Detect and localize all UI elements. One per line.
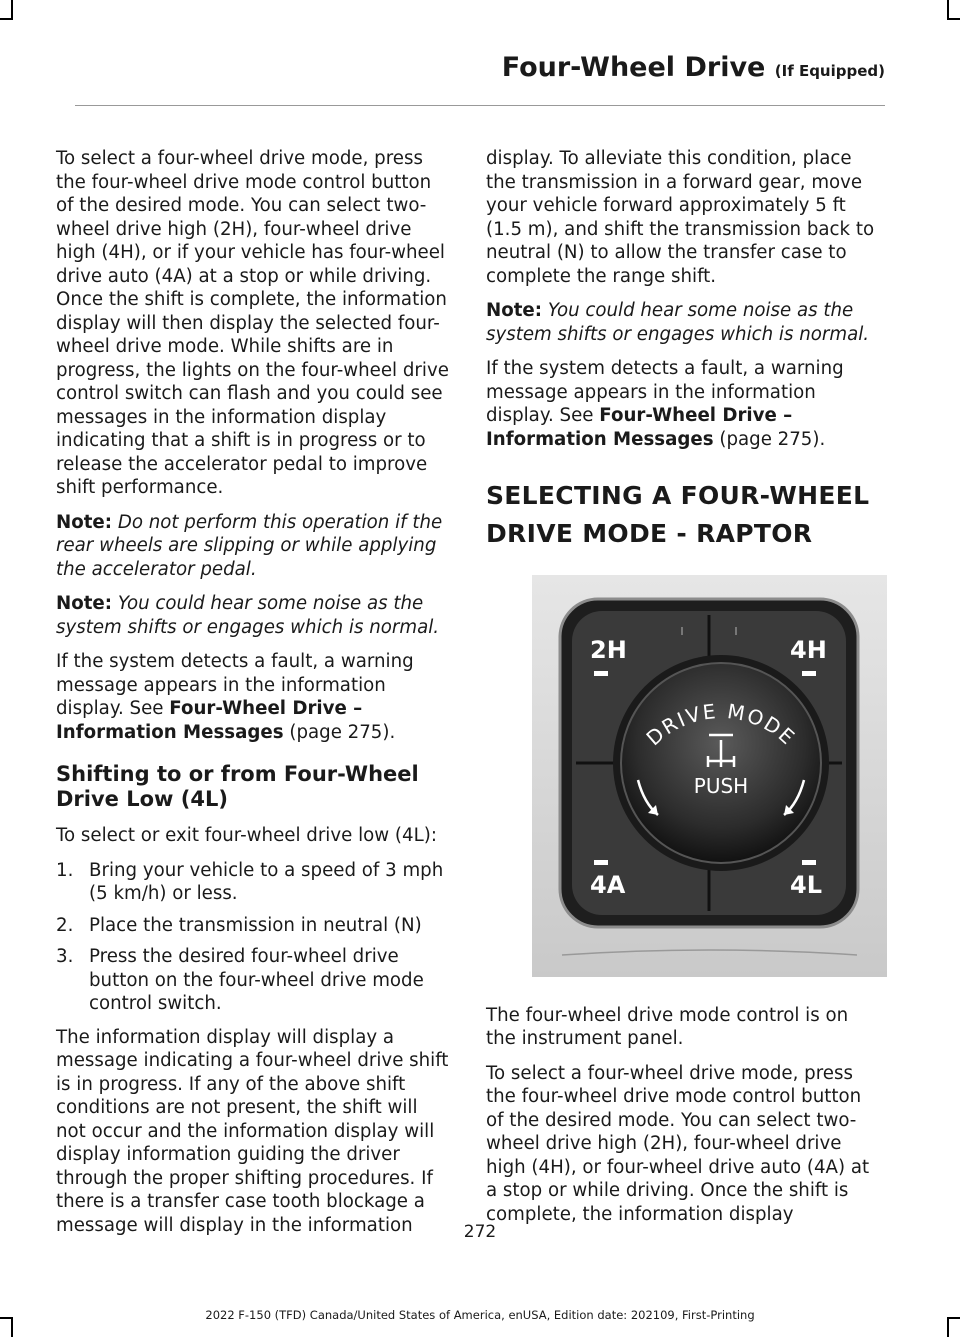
- header-title: Four-Wheel Drive: [501, 52, 766, 83]
- crop-mark: [947, 0, 949, 20]
- section-heading: SELECTING A FOUR-WHEEL DRIVE MODE - RAPTOR: [486, 481, 870, 548]
- paragraph: The four-wheel drive mode control is on the instrument panel.: [486, 1004, 849, 1049]
- step-number: 1.: [56, 859, 74, 881]
- crop-mark: [0, 18, 13, 20]
- list-item: [56, 945, 450, 1016]
- note-text: You could hear some noise as the system shifts or engages which is normal.: [486, 300, 870, 345]
- page-ref: (page 275).: [289, 721, 396, 743]
- paragraph: To select or exit four-wheel drive low (4L):: [56, 825, 437, 846]
- step-text: Place the transmission in neutral (N): [89, 914, 422, 936]
- page-footer: 2022 F-150 (TFD) Canada/United States of America, enUSA, Edition date: 202109, First-Printing: [205, 1308, 755, 1322]
- crop-mark: [947, 18, 960, 20]
- button-label-4a: 4A: [590, 871, 626, 899]
- button-label-4l: 4L: [790, 871, 822, 899]
- left-column: [56, 147, 450, 1248]
- right-column: [486, 147, 880, 1237]
- step-number: 2.: [56, 914, 74, 936]
- note-label: Note:: [56, 593, 113, 614]
- button-label-2h: 2H: [590, 636, 627, 664]
- paragraph: [486, 357, 880, 451]
- drive-mode-switch-figure: [532, 575, 887, 977]
- crop-mark: [11, 0, 13, 20]
- dial-label: DRIVE MODE: [641, 699, 801, 751]
- header-rule: [75, 105, 885, 106]
- section-heading: Shifting to or from Four-Wheel Drive Low (4L): [56, 762, 419, 811]
- paragraph: display. To alleviate this condition, place the transmission in a forward gear, move your vehicle forward approximately 5 ft (1.5 m), and shift the transmission back to neutral (N) to allow the transfer case to complete the range shift.: [486, 148, 875, 287]
- paragraph: To select a four-wheel drive mode, press the four-wheel drive mode control button of the desired mode. You can select two-wheel drive high (2H), four-wheel drive high (4H), or if your vehicle has four-wheel drive auto (4A) at a stop or while driving. Once the shift is complete, the information display will then display the selected four-wheel drive mode. While shifts are in progress, the lights on the four-wheel drive control switch can flash and you could see messages in the information display indicating that a shift is in progress or to release the accelerator pedal to improve shift performance.: [56, 148, 449, 498]
- note-text: Do not perform this operation if the rear wheels are slipping or while applying the accelerator pedal.: [56, 511, 443, 580]
- paragraph: To select a four-wheel drive mode, press the four-wheel drive mode control button of the desired mode. You can select two-wheel drive high (2H), four-wheel drive high (4H), or four-wheel drive auto (4A) at a stop or while driving. Once the shift is complete, the information display: [486, 1062, 870, 1225]
- cross-reference-link[interactable]: Four-Wheel Drive – Information Messages: [486, 405, 793, 450]
- button-label-4h: 4H: [790, 636, 827, 664]
- page-header: [0, 52, 885, 83]
- list-item: [56, 914, 450, 938]
- note-label: Note:: [56, 511, 113, 533]
- fault-text: If the system detects a fault, a warning message appears in the information display. See: [486, 358, 844, 426]
- note-label: Note:: [486, 300, 543, 321]
- page-ref: (page 275).: [719, 428, 826, 450]
- fault-text: If the system detects a fault, a warning message appears in the information display. See: [56, 651, 414, 719]
- steps-list: [56, 859, 450, 1016]
- step-number: 3.: [56, 946, 74, 967]
- push-label: PUSH: [693, 774, 749, 798]
- note: [56, 592, 450, 639]
- paragraph: The information display will display a message indicating a four-wheel drive shift is in progress. If any of the above shift conditions are not present, the shift will not occur and the information display will display information guiding the driver through the proper shifting procedures. If there is a transfer case tooth blockage a message will display in the information: [56, 1026, 449, 1236]
- cross-reference-link[interactable]: Four-Wheel Drive – Information Messages: [56, 698, 363, 743]
- paragraph: [56, 650, 450, 744]
- header-suffix: (If Equipped): [774, 62, 885, 80]
- note-text: You could hear some noise as the system shifts or engages which is normal.: [56, 593, 440, 638]
- note: [56, 511, 450, 582]
- step-text: Bring your vehicle to a speed of 3 mph (5 km/h) or less.: [89, 859, 444, 904]
- step-text: Press the desired four-wheel drive button on the four-wheel drive mode control switch.: [89, 946, 424, 1014]
- note: [486, 299, 880, 346]
- page-number: 272: [463, 1222, 497, 1242]
- list-item: [56, 859, 450, 906]
